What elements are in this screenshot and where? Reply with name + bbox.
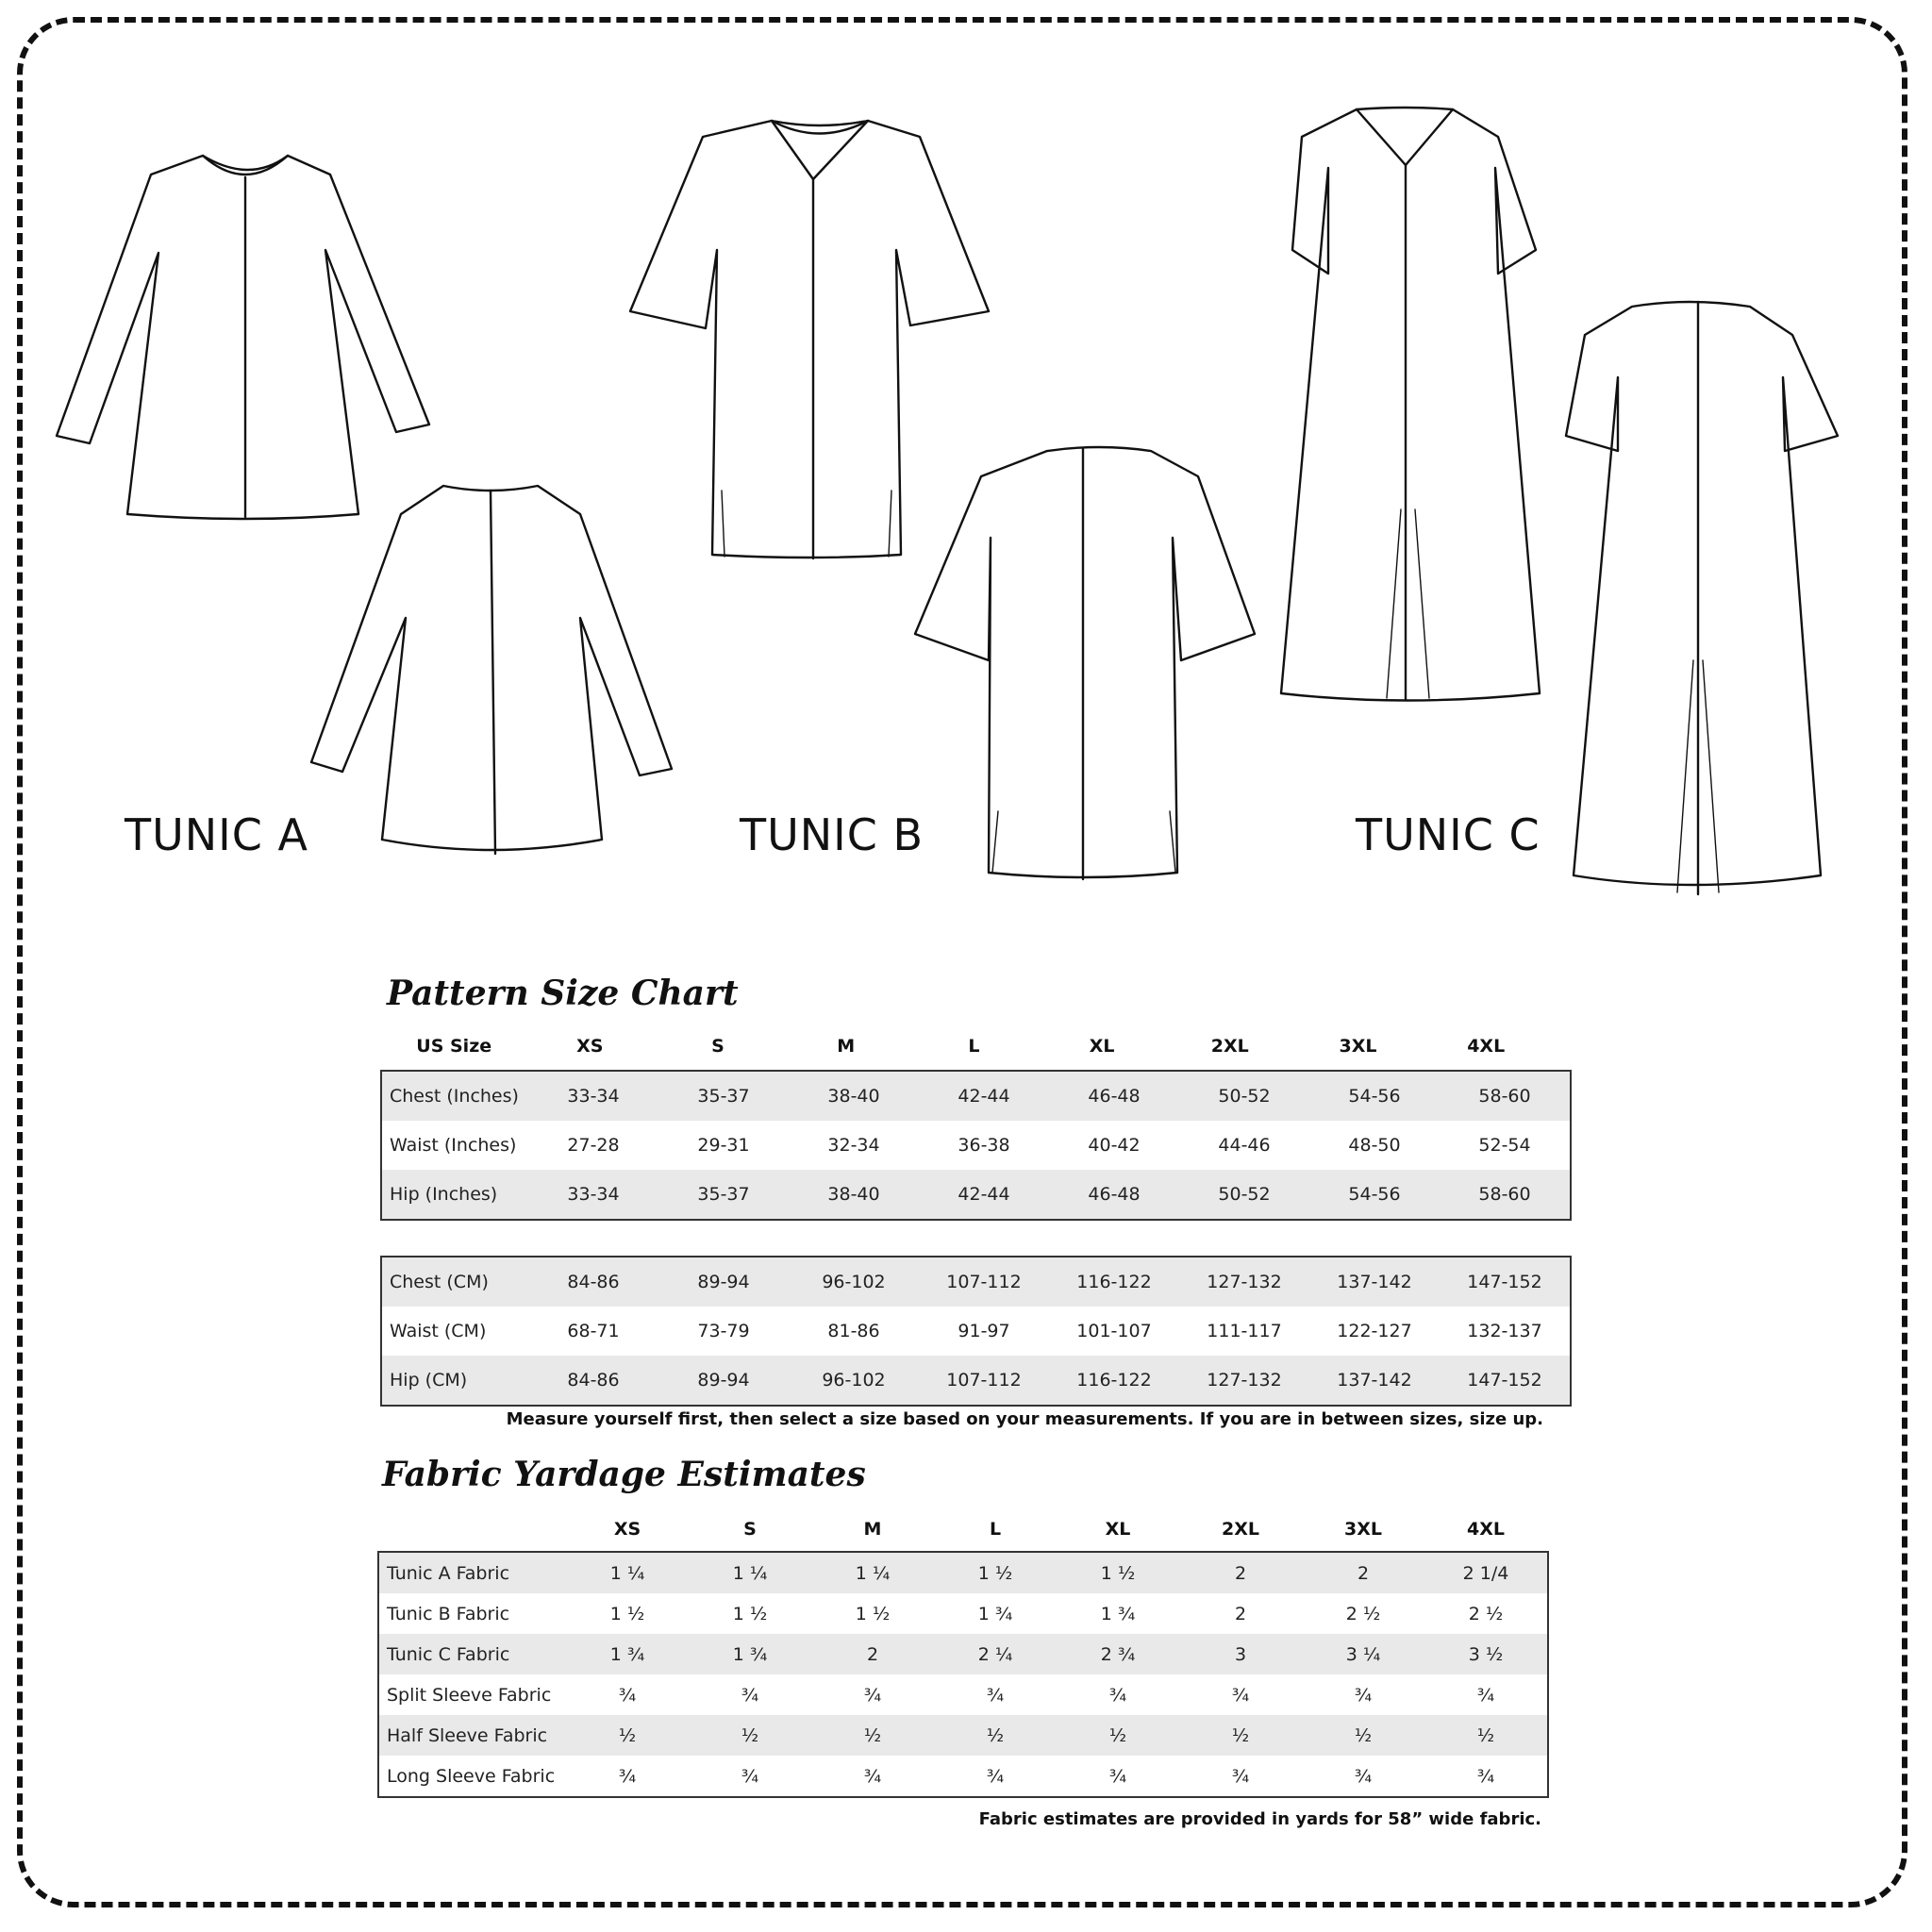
table-cell: 73-79 bbox=[658, 1307, 789, 1356]
table-cell: Waist (Inches) bbox=[382, 1121, 528, 1170]
header-xs: XS bbox=[613, 1519, 641, 1540]
table-cell: 3 bbox=[1179, 1634, 1302, 1674]
table-cell: 101-107 bbox=[1049, 1307, 1179, 1356]
yardage-title: Fabric Yardage Estimates bbox=[382, 1455, 866, 1494]
header-l: L bbox=[989, 1519, 1002, 1540]
header-2xl: 2XL bbox=[1222, 1519, 1259, 1540]
table-cell: 132-137 bbox=[1440, 1307, 1570, 1356]
table-cell: Chest (Inches) bbox=[382, 1072, 528, 1121]
table-cell: 3 ¼ bbox=[1302, 1634, 1424, 1674]
table-cell: ¾ bbox=[1057, 1756, 1179, 1796]
table-cell: Hip (CM) bbox=[382, 1356, 528, 1405]
table-cell: ¾ bbox=[811, 1756, 934, 1796]
table-cell: 35-37 bbox=[658, 1072, 789, 1121]
table-cell: Tunic B Fabric bbox=[379, 1593, 566, 1634]
table-row bbox=[382, 1121, 1570, 1170]
table-cell: 116-122 bbox=[1049, 1257, 1179, 1307]
table-cell: 107-112 bbox=[919, 1257, 1049, 1307]
table-cell: 44-46 bbox=[1179, 1121, 1309, 1170]
size-chart-title: Pattern Size Chart bbox=[387, 974, 739, 1013]
table-cell: ¾ bbox=[1179, 1674, 1302, 1715]
table-cell: 52-54 bbox=[1440, 1121, 1570, 1170]
table-cell: ¾ bbox=[1302, 1674, 1424, 1715]
table-cell: Tunic C Fabric bbox=[379, 1634, 566, 1674]
table-cell: 1 ½ bbox=[934, 1553, 1057, 1593]
header-xl: XL bbox=[1089, 1036, 1115, 1057]
table-cell: Half Sleeve Fabric bbox=[379, 1715, 566, 1756]
yardage-table bbox=[379, 1553, 1547, 1796]
table-cell: 54-56 bbox=[1309, 1072, 1440, 1121]
table-cell: 137-142 bbox=[1309, 1356, 1440, 1405]
table-cell: Waist (CM) bbox=[382, 1307, 528, 1356]
table-row bbox=[379, 1553, 1547, 1593]
header-xs: XS bbox=[576, 1036, 604, 1057]
tunic-a-label: TUNIC A bbox=[125, 809, 308, 860]
table-cell: 40-42 bbox=[1049, 1121, 1179, 1170]
table-cell: 2 ¼ bbox=[934, 1634, 1057, 1674]
table-cell: 127-132 bbox=[1179, 1356, 1309, 1405]
table-cell: 1 ½ bbox=[1057, 1553, 1179, 1593]
table-cell: ½ bbox=[811, 1715, 934, 1756]
table-cell: ½ bbox=[566, 1715, 689, 1756]
table-cell: Split Sleeve Fabric bbox=[379, 1674, 566, 1715]
table-cell: 48-50 bbox=[1309, 1121, 1440, 1170]
header-s: S bbox=[743, 1519, 757, 1540]
table-cell: ½ bbox=[689, 1715, 811, 1756]
tunic-c-back-sketch bbox=[1566, 302, 1838, 894]
header-us-size: US Size bbox=[416, 1036, 492, 1057]
header-m: M bbox=[863, 1519, 882, 1540]
table-cell: 33-34 bbox=[528, 1170, 658, 1219]
table-cell: 1 ½ bbox=[811, 1593, 934, 1634]
size-chart-cm-table bbox=[382, 1257, 1570, 1405]
table-cell: 2 bbox=[1302, 1553, 1424, 1593]
table-cell: 96-102 bbox=[789, 1356, 919, 1405]
table-cell: 29-31 bbox=[658, 1121, 789, 1170]
table-cell: 1 ¾ bbox=[1057, 1593, 1179, 1634]
table-cell: 96-102 bbox=[789, 1257, 919, 1307]
table-cell: 2 bbox=[811, 1634, 934, 1674]
table-cell: ¾ bbox=[934, 1756, 1057, 1796]
table-cell: 111-117 bbox=[1179, 1307, 1309, 1356]
tunic-c-label: TUNIC C bbox=[1356, 809, 1541, 860]
table-cell: 2 ½ bbox=[1424, 1593, 1547, 1634]
table-row bbox=[379, 1634, 1547, 1674]
size-chart-header bbox=[382, 1036, 1550, 1064]
yardage-note: Fabric estimates are provided in yards for 58” wide fabric. bbox=[978, 1809, 1541, 1829]
table-cell: 68-71 bbox=[528, 1307, 658, 1356]
table-cell: 42-44 bbox=[919, 1170, 1049, 1219]
table-cell: Hip (Inches) bbox=[382, 1170, 528, 1219]
header-blank bbox=[379, 1519, 566, 1547]
table-cell: 1 ¼ bbox=[689, 1553, 811, 1593]
table-cell: 1 ¾ bbox=[689, 1634, 811, 1674]
table-cell: ½ bbox=[1424, 1715, 1547, 1756]
table-cell: 137-142 bbox=[1309, 1257, 1440, 1307]
table-row bbox=[379, 1756, 1547, 1796]
yardage-header bbox=[379, 1519, 1547, 1547]
table-cell: ¾ bbox=[934, 1674, 1057, 1715]
table-row bbox=[382, 1257, 1570, 1307]
table-cell: 2 ½ bbox=[1302, 1593, 1424, 1634]
tunic-c-front-sketch bbox=[1281, 108, 1540, 701]
size-chart-note: Measure yourself first, then select a size based on your measurements. If you are in between sizes, size up. bbox=[506, 1409, 1543, 1429]
table-cell: 91-97 bbox=[919, 1307, 1049, 1356]
table-cell: Tunic A Fabric bbox=[379, 1553, 566, 1593]
table-cell: 81-86 bbox=[789, 1307, 919, 1356]
table-cell: 58-60 bbox=[1440, 1072, 1570, 1121]
table-cell: 38-40 bbox=[789, 1170, 919, 1219]
table-cell: 2 bbox=[1179, 1553, 1302, 1593]
table-cell: ¾ bbox=[1424, 1674, 1547, 1715]
table-row bbox=[379, 1593, 1547, 1634]
table-row bbox=[382, 1356, 1570, 1405]
header-m: M bbox=[837, 1036, 856, 1057]
header-2xl: 2XL bbox=[1210, 1036, 1249, 1057]
table-cell: 1 ¼ bbox=[811, 1553, 934, 1593]
table-cell: ¾ bbox=[1424, 1756, 1547, 1796]
table-cell: 3 ½ bbox=[1424, 1634, 1547, 1674]
tunic-a-back-sketch bbox=[311, 486, 672, 854]
table-cell: 116-122 bbox=[1049, 1356, 1179, 1405]
tunic-b-front-sketch bbox=[630, 121, 989, 558]
table-cell: 89-94 bbox=[658, 1356, 789, 1405]
table-cell: Chest (CM) bbox=[382, 1257, 528, 1307]
table-cell: 122-127 bbox=[1309, 1307, 1440, 1356]
table-cell: ½ bbox=[1057, 1715, 1179, 1756]
table-cell: 1 ½ bbox=[689, 1593, 811, 1634]
table-cell: 1 ¼ bbox=[566, 1553, 689, 1593]
table-cell: ¾ bbox=[566, 1674, 689, 1715]
table-cell: ½ bbox=[1302, 1715, 1424, 1756]
table-cell: ¾ bbox=[566, 1756, 689, 1796]
tunic-a-front-sketch bbox=[57, 156, 429, 519]
table-cell: 46-48 bbox=[1049, 1170, 1179, 1219]
table-row bbox=[382, 1307, 1570, 1356]
header-s: S bbox=[711, 1036, 724, 1057]
table-cell: Long Sleeve Fabric bbox=[379, 1756, 566, 1796]
table-cell: ¾ bbox=[689, 1756, 811, 1796]
table-cell: 1 ¾ bbox=[566, 1634, 689, 1674]
table-cell: ¾ bbox=[1057, 1674, 1179, 1715]
table-row bbox=[379, 1715, 1547, 1756]
header-3xl: 3XL bbox=[1344, 1519, 1382, 1540]
table-cell: 54-56 bbox=[1309, 1170, 1440, 1219]
table-cell: 2 ¾ bbox=[1057, 1634, 1179, 1674]
table-cell: ¾ bbox=[1302, 1756, 1424, 1796]
table-cell: 89-94 bbox=[658, 1257, 789, 1307]
table-cell: 84-86 bbox=[528, 1356, 658, 1405]
table-cell: 58-60 bbox=[1440, 1170, 1570, 1219]
table-cell: 50-52 bbox=[1179, 1170, 1309, 1219]
table-cell: 107-112 bbox=[919, 1356, 1049, 1405]
tunic-sketches bbox=[0, 0, 1932, 924]
table-cell: 32-34 bbox=[789, 1121, 919, 1170]
table-cell: 27-28 bbox=[528, 1121, 658, 1170]
size-chart-inches-table bbox=[382, 1072, 1570, 1219]
table-cell: 147-152 bbox=[1440, 1356, 1570, 1405]
table-cell: 2 1/4 bbox=[1424, 1553, 1547, 1593]
table-cell: 127-132 bbox=[1179, 1257, 1309, 1307]
table-cell: ¾ bbox=[1179, 1756, 1302, 1796]
table-cell: 84-86 bbox=[528, 1257, 658, 1307]
table-cell: ¾ bbox=[811, 1674, 934, 1715]
table-cell: 1 ¾ bbox=[934, 1593, 1057, 1634]
table-cell: ½ bbox=[934, 1715, 1057, 1756]
table-cell: 1 ½ bbox=[566, 1593, 689, 1634]
table-cell: 35-37 bbox=[658, 1170, 789, 1219]
header-xl: XL bbox=[1105, 1519, 1131, 1540]
table-cell: 38-40 bbox=[789, 1072, 919, 1121]
table-row bbox=[382, 1170, 1570, 1219]
header-l: L bbox=[968, 1036, 980, 1057]
table-row bbox=[379, 1674, 1547, 1715]
table-cell: 147-152 bbox=[1440, 1257, 1570, 1307]
table-cell: ½ bbox=[1179, 1715, 1302, 1756]
table-cell: 36-38 bbox=[919, 1121, 1049, 1170]
tunic-b-label: TUNIC B bbox=[740, 809, 924, 860]
header-4xl: 4XL bbox=[1467, 1036, 1506, 1057]
table-row bbox=[382, 1072, 1570, 1121]
table-cell: 33-34 bbox=[528, 1072, 658, 1121]
table-cell: ¾ bbox=[689, 1674, 811, 1715]
table-cell: 42-44 bbox=[919, 1072, 1049, 1121]
header-4xl: 4XL bbox=[1467, 1519, 1505, 1540]
table-cell: 46-48 bbox=[1049, 1072, 1179, 1121]
tunic-b-back-sketch bbox=[915, 447, 1255, 879]
header-3xl: 3XL bbox=[1339, 1036, 1377, 1057]
table-cell: 50-52 bbox=[1179, 1072, 1309, 1121]
table-cell: 2 bbox=[1179, 1593, 1302, 1634]
